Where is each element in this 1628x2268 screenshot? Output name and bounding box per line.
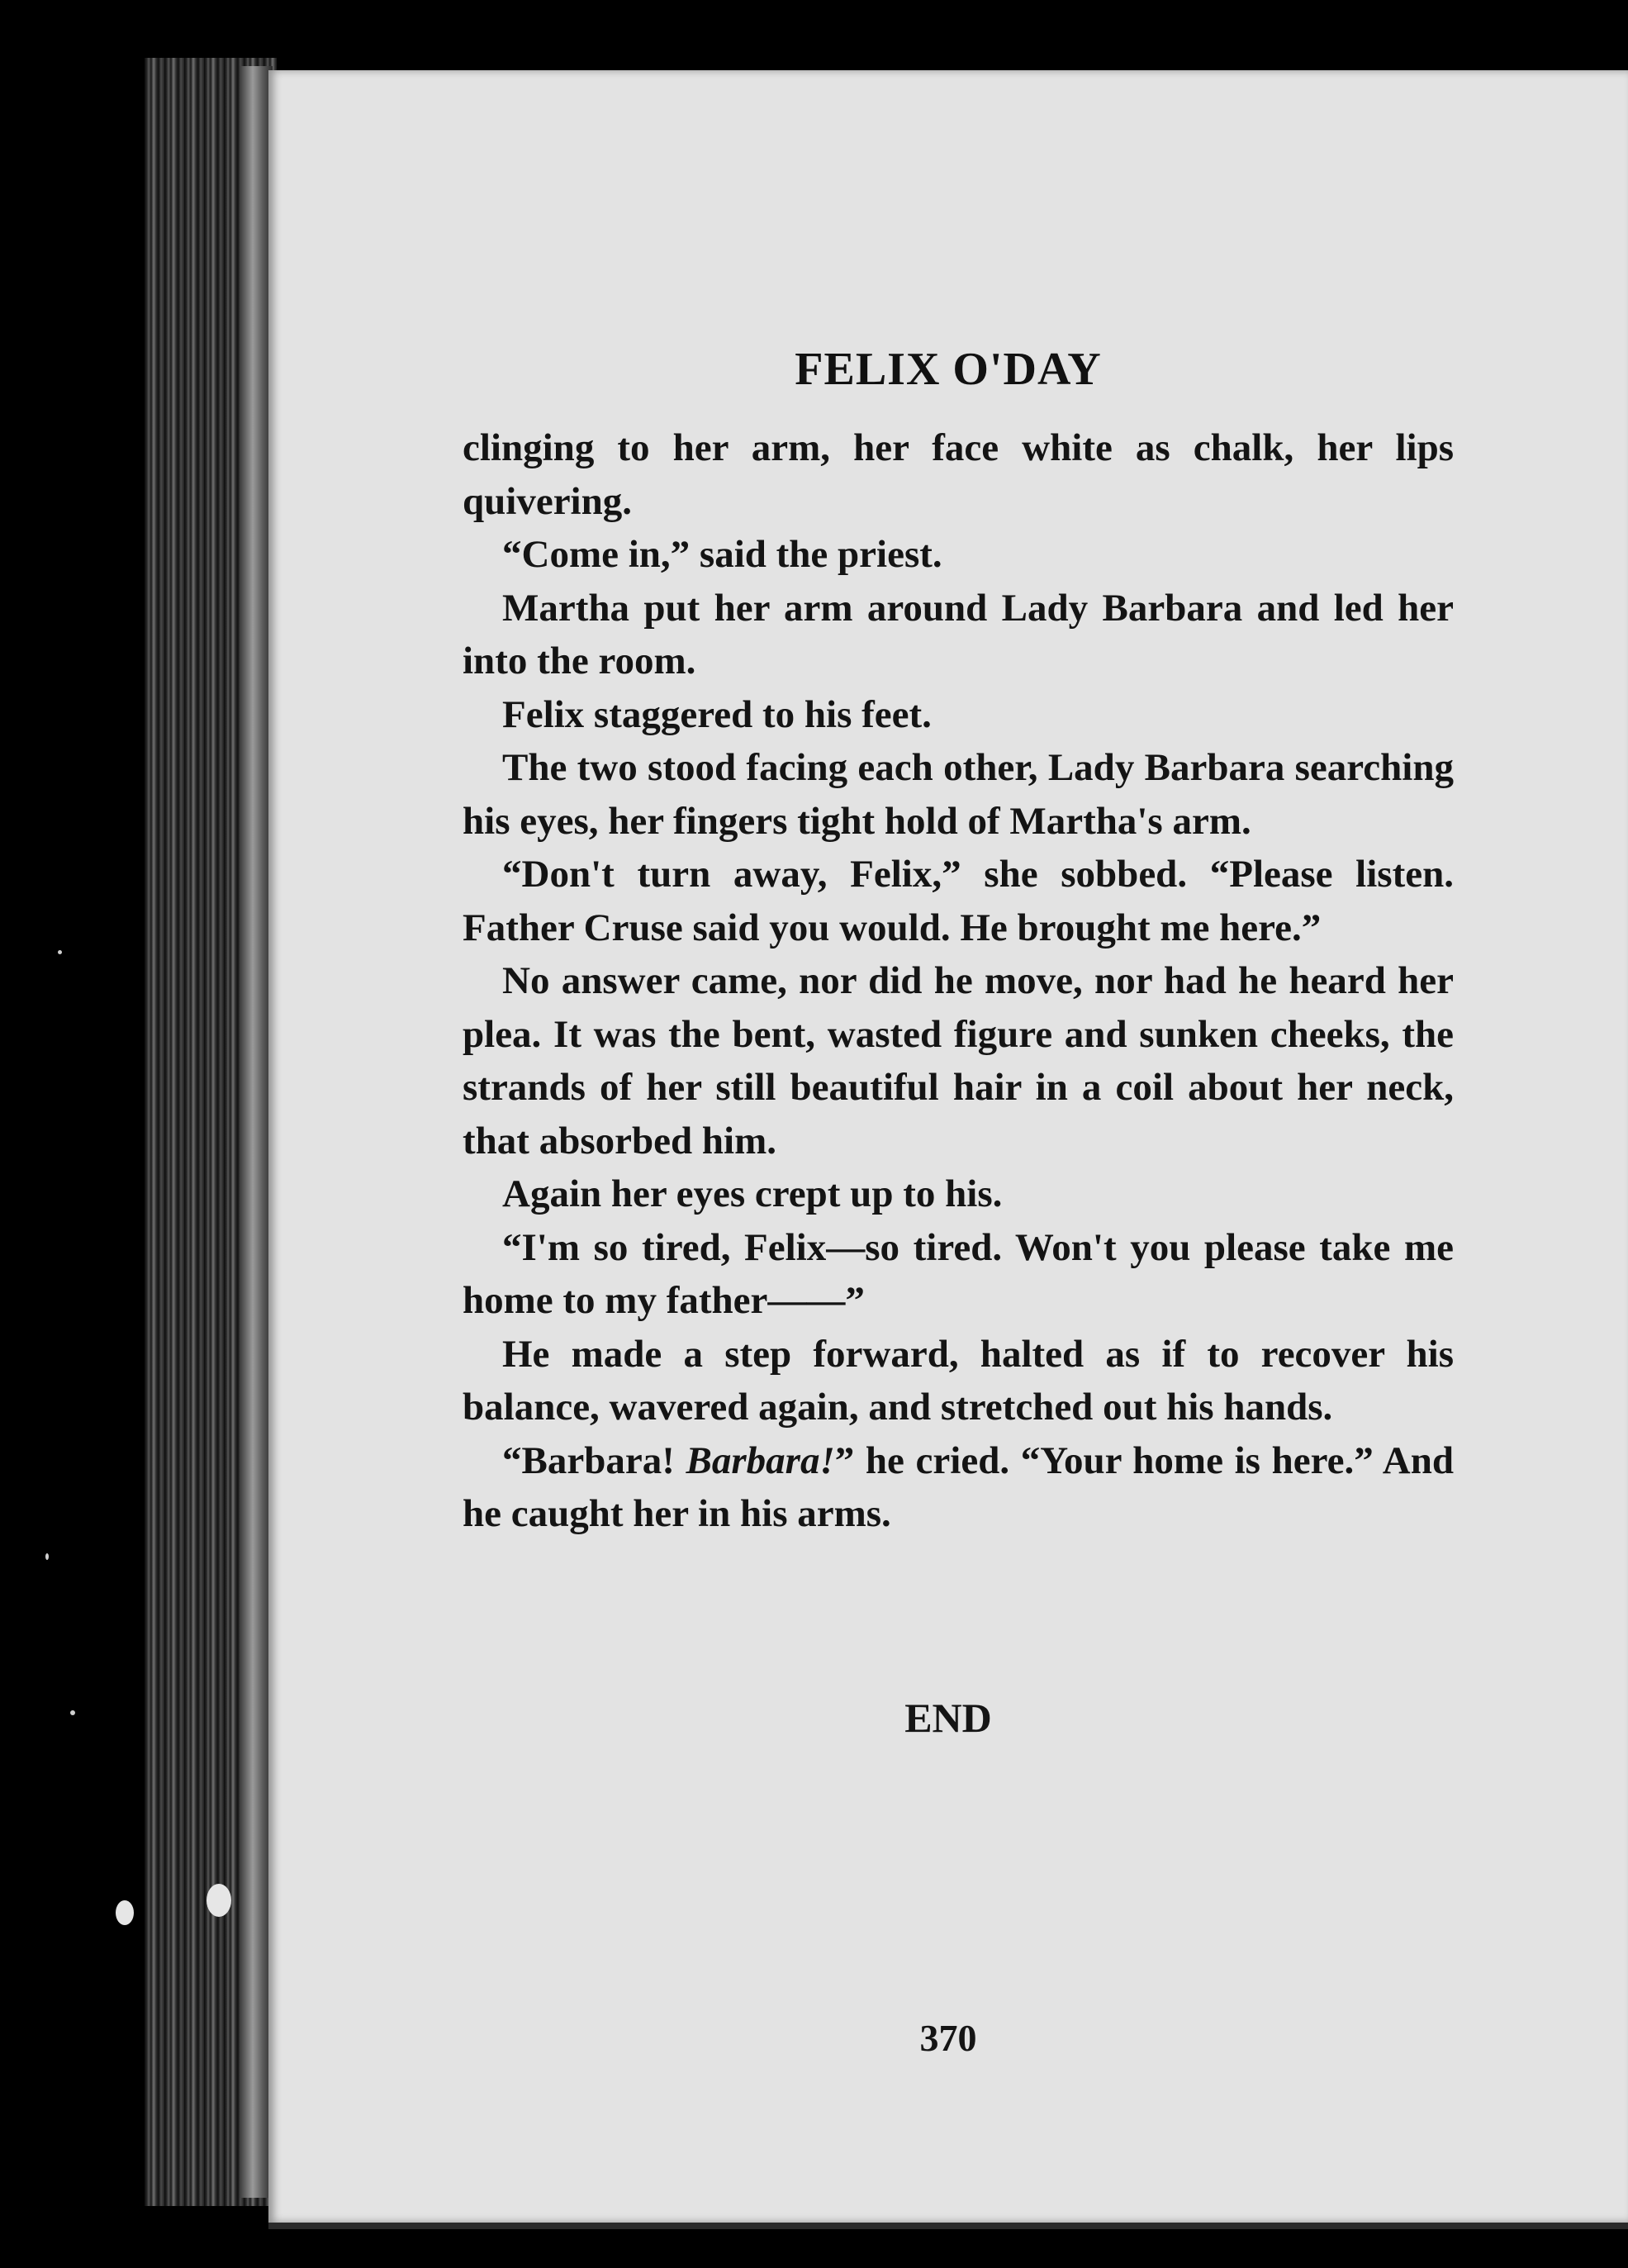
paragraph: Martha put her arm around Lady Barbara and led her into the room. xyxy=(463,586,1454,682)
paragraph: Felix staggered to his feet. xyxy=(502,692,932,736)
dust-speck xyxy=(206,1884,231,1917)
page-number: 370 xyxy=(919,2017,977,2059)
body-text xyxy=(463,421,1454,1541)
dust-speck xyxy=(116,1900,134,1925)
book-page xyxy=(268,70,1628,2223)
paragraph: He made a step forward, halted as if to recover his balance, wavered again, and stretched out his hands. xyxy=(463,1332,1454,1429)
dust-speck xyxy=(58,950,62,954)
italic-exclamation: Barbara! xyxy=(686,1438,835,1482)
running-head: FELIX O'DAY xyxy=(795,344,1102,395)
page-bottom-edge xyxy=(268,2223,1628,2229)
dust-speck xyxy=(70,1710,75,1715)
paragraph: “Come in,” said the priest. xyxy=(502,533,942,576)
dust-speck xyxy=(45,1553,49,1560)
quote-part: ” he cried. “Your home is here.” And he caught her in his arms. xyxy=(463,1438,1454,1535)
paragraph: The two stood facing each other, Lady Barbara searching his eyes, her fingers tight hold of Martha's arm. xyxy=(463,746,1454,843)
paragraph: “I'm so tired, Felix—so tired. Won't you please take me home to my father——” xyxy=(463,1225,1454,1322)
page-edge-highlight xyxy=(240,66,273,2198)
quote-part: “Barbara! xyxy=(502,1438,686,1482)
paragraph: “Don't turn away, Felix,” she sobbed. “Please listen. Father Cruse said you would. He brought me here.” xyxy=(463,853,1454,949)
paragraph: No answer came, nor did he move, nor had he heard her plea. It was the bent, wasted figure and sunken cheeks, the strands of her still beautiful hair in a coil about her neck, that absorbed him. xyxy=(463,959,1454,1163)
paragraph: Again her eyes crept up to his. xyxy=(502,1172,1003,1215)
end-mark: END xyxy=(904,1695,992,1741)
paragraph: clinging to her arm, her face white as chalk, her lips quivering. xyxy=(463,426,1454,523)
final-paragraph xyxy=(463,1434,1454,1541)
